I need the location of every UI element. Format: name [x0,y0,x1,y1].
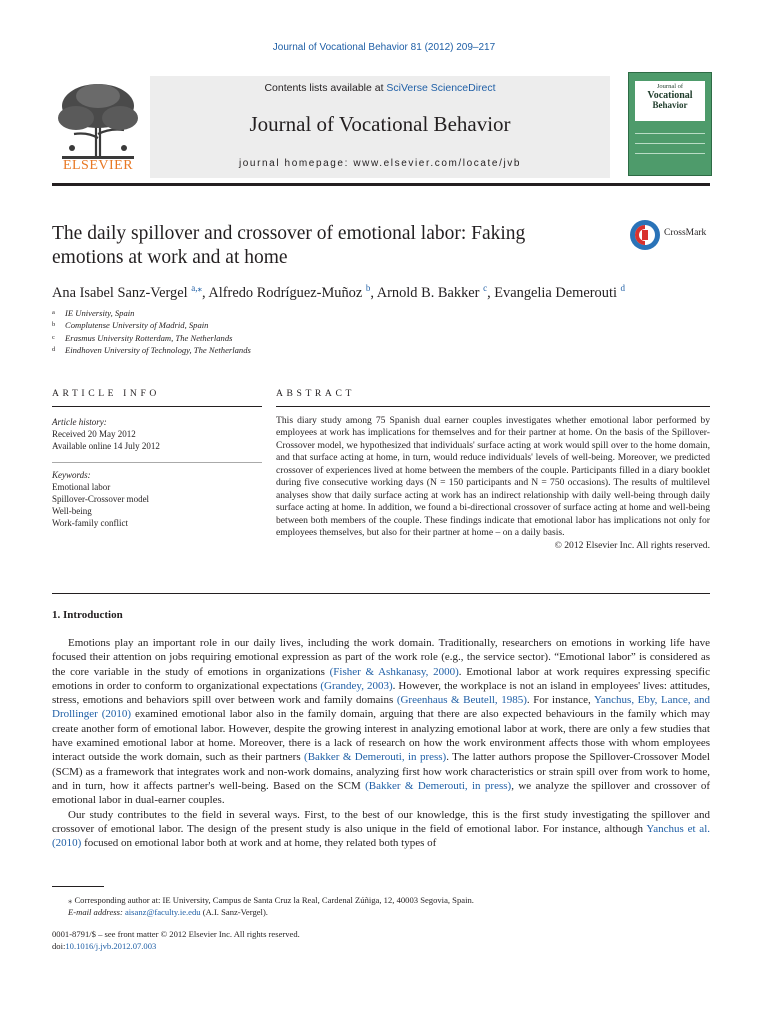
email-label: E-mail address: [68,907,123,917]
keyword: Work-family conflict [52,518,128,528]
abstract-rule [276,406,710,407]
affiliation-item [52,344,452,356]
issn-line: 0001-8791/$ – see front matter © 2012 Elsevier Inc. All rights reserved. [52,929,300,939]
cover-stripe [635,153,705,154]
crossmark-label: CrossMark [664,228,707,238]
cover-stripe [635,133,705,134]
title-line-1: The daily spillover and crossover of emotional labor: Faking [52,223,526,244]
affiliation-item [52,332,452,344]
footnote-rule [52,886,104,887]
doi-prefix: doi: [52,941,66,951]
received-date: Received 20 May 2012 [52,429,136,439]
text-run: focused on emotional labor both at work and at home, they related both types of [81,837,437,850]
author-name: Arnold B. Bakker [376,284,480,301]
citation-link[interactable]: (Bakker & Demerouti, in press) [365,779,512,792]
paragraph [52,808,710,851]
author-name: Alfredo Rodríguez-Muñoz [208,284,363,301]
abstract-text: This diary study among 75 Spanish dual earner couples investigates whether emotional labor performed by employees at work has implications for themselves and for their partner at home. On the basis of the Spillover-Crossover model, we hypothesized that individuals' surface acting at work would spill over to the home domain, and that surface acting at home, in turn, would reduce individuals' levels of well-being. Moreover, we predicted crossover of experiences lived at home between the members of the couple. Participants filled in a diary booklet during five consecutive working days (N = 150 participants and N = 750 occasions). The results of multilevel analyses show that daily surface acting at work has an indirect relationship with daily well-being through daily surface acting at home. In addition, we found a bi-directional crossover of surface acting at home and well-being between both members of the couple. These findings indicate that emotional labor has implications not only for employees themselves, but also for their partner at home – on a daily basis. [276,415,710,539]
article-title [52,222,612,270]
text-run: Our study contributes to the field in several ways. First, to the best of our knowledge, this is the first study investigating the spillover and crossover of emotional labor. The design of the present study is also unique in the field of emotional labor. For instance, although [52,808,710,835]
cover-line-3: Behavior [652,100,688,111]
text-run: . However, the workplace is not an island in employees' lives: attitudes, stress, emotions and behaviors spill over between work and family domains [52,679,711,707]
keyword: Emotional labor [52,482,111,492]
footnote-corresponding: Corresponding author at: IE University, Campus de Santa Cruz la Real, Cardenal Zúñiga, 12, 40003 Segovia, Spain. [74,895,474,905]
citation-link[interactable]: (Greenhaus & Beutell, 1985) [396,694,527,707]
author-list [52,283,732,302]
keyword: Well-being [52,506,92,516]
citation-link[interactable]: (Bakker & Demerouti, in press) [304,751,447,764]
affiliation-label: c [52,333,55,341]
text-run: Emotions play an important role in our daily lives, including the work domain. Traditionally, researchers on emotions in working life have focused their attention on jobs requiring emotional expression as part of the work role (e.g., the service sector). “Emotional labor” is considered as the core variable in the study of emotions in organizations [52,637,710,678]
affiliation-text: Eindhoven University of Technology, The Netherlands [65,344,251,355]
text-run: examined emotional labor also in the family domain, arguing that there are also expected behaviours in the family which may create another form of emotional labor. However, despite the growing interest in analyzing emotional labor at work, there are only a few studies that have examined emotional labor at home. Moreover, there is a lack of research on how the work environment affects those with whom employees interact outside the work domain, such as their partners [52,708,710,764]
text-run: . The latter authors propose the Spillover-Crossover Model (SCM) as a framework that integrates work and non-work domains, analyzing first how work characteristics or strain spill over from work to home, and in turn, how it affects partner's well-being. Based on the SCM [52,751,710,792]
affiliation-text: Erasmus University Rotterdam, The Netherlands [65,332,233,343]
footnote-address [52,894,710,906]
affiliation-label: a [52,309,55,316]
footnote-marker: ⁎ [68,895,73,905]
doi-link[interactable]: 10.1016/j.jvb.2012.07.003 [65,941,157,951]
email-suffix: (A.I. Sanz-Vergel). [200,907,268,917]
citation-link[interactable]: (Grandey, 2003) [320,679,393,692]
cover-line-1: Journal of [656,83,684,90]
cover-title-box [635,81,705,121]
citation-link[interactable]: Yanchus, Eby, Lance, and Drollinger (2010) [52,694,710,721]
author-affiliation-marker[interactable]: c [483,283,488,293]
affiliation-text: IE University, Spain [65,308,135,318]
keywords-block [52,469,262,529]
masthead-rule [52,183,710,186]
citation-link[interactable]: (Fisher & Ashkanasy, 2000) [329,665,459,678]
text-run: . Emotional labor at work requires expressing specific emotions in order to conform to organizational expectations [52,665,710,692]
paragraph [52,636,710,808]
crossmark-icon [628,218,662,252]
affiliation-item [52,307,452,319]
keyword: Spillover-Crossover model [52,494,150,504]
author-affiliation-marker[interactable]: d [620,283,626,293]
article-info-heading: ARTICLE INFO [52,388,160,399]
masthead-box [150,76,610,178]
sciencedirect-link[interactable]: SciVerse ScienceDirect [386,82,496,94]
front-matter-rule [52,593,710,594]
online-date: Available online 14 July 2012 [52,441,160,451]
text-run: , we analyze the spillover and crossover of emotional labor in dual-earner couples. [52,779,710,807]
author-separator: , [370,284,377,301]
contents-available-line [150,82,610,94]
abstract-heading: ABSTRACT [276,388,355,399]
affiliation-item [52,319,452,331]
cover-line-2: Vocational [647,89,693,101]
cover-stripe [635,143,705,144]
article-info-rule [52,406,262,407]
abstract-copyright: © 2012 Elsevier Inc. All rights reserved. [554,539,710,551]
corresponding-author-footnote [52,894,710,918]
introduction-body [52,636,710,850]
author-email-link[interactable]: aisanz@faculty.ie.edu [124,907,201,917]
author-affiliation-marker[interactable]: b [365,283,371,293]
author-separator: , [487,284,495,301]
contents-prefix: Contents lists available at [264,82,387,94]
journal-name: Journal of Vocational Behavior [249,112,511,136]
affiliation-label: b [52,321,56,329]
author-affiliation-marker[interactable]: a,⁎ [191,283,202,293]
abstract-body [276,415,710,552]
title-line-2: emotions at work and at home [52,247,288,268]
keywords-label: Keywords: [52,470,91,480]
article-history [52,416,262,452]
footnote-email-line [52,906,710,918]
citation-link[interactable]: Yanchus et al. (2010) [52,822,710,850]
doi-line [52,940,452,952]
section-heading-introduction: 1. Introduction [52,609,123,621]
journal-cover-thumbnail [628,72,712,176]
journal-citation[interactable]: Journal of Vocational Behavior 81 (2012) 209–217 [272,42,496,53]
article-info-divider [52,462,262,463]
journal-masthead [52,72,710,182]
affiliation-label: d [52,345,56,353]
affiliation-list [52,307,452,356]
issn-doi-block [52,928,452,952]
author-name: Evangelia Demerouti [494,284,617,301]
journal-homepage[interactable]: journal homepage: www.elsevier.com/locate/jvb [238,158,522,169]
elsevier-wordmark: ELSEVIER [62,158,134,173]
crossmark-badge[interactable] [628,218,718,252]
affiliation-text: Complutense University of Madrid, Spain [65,320,209,331]
author-separator: , [201,284,209,301]
text-run: . For instance, [526,694,594,707]
author-name: Ana Isabel Sanz-Vergel [52,284,188,301]
history-label: Article history: [52,417,107,427]
